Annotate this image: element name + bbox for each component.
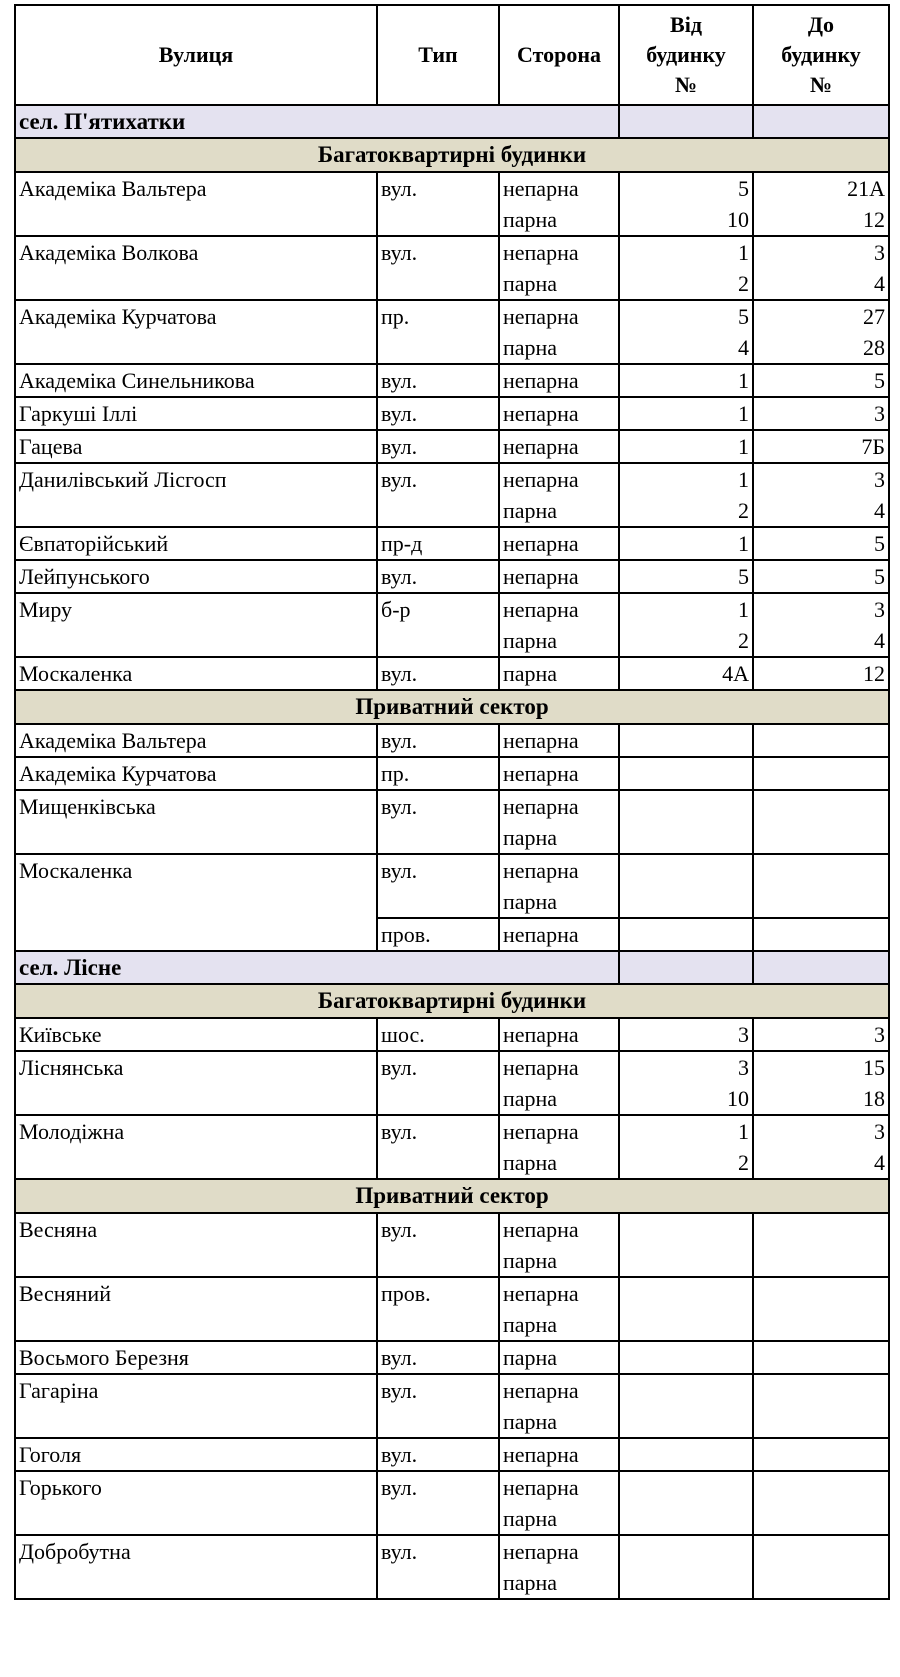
street-name: Молодіжна <box>15 1115 377 1179</box>
street-name: Академіка Вальтера <box>15 724 377 757</box>
table-row <box>15 724 889 757</box>
table-row <box>15 757 889 790</box>
table-body <box>15 105 889 1599</box>
header-side: Сторона <box>499 5 619 105</box>
to-house-number <box>753 1213 889 1245</box>
street-name: Москаленка <box>15 854 377 951</box>
from-house-number <box>619 1213 753 1245</box>
table-row <box>15 560 889 593</box>
table-row <box>15 1213 889 1245</box>
street-name: Академіка Вальтера <box>15 172 377 236</box>
to-house-number: 21А <box>753 172 889 204</box>
from-house-number: 3 <box>619 1051 753 1083</box>
table-row <box>15 1277 889 1309</box>
header-street: Вулиця <box>15 5 377 105</box>
table-row <box>15 593 889 625</box>
table-row <box>15 463 889 495</box>
street-type: вул. <box>377 854 499 918</box>
street-side: непарна <box>499 724 619 757</box>
street-side: непарна <box>499 364 619 397</box>
to-house-number: 12 <box>753 657 889 690</box>
from-house-number <box>619 724 753 757</box>
header-to-line1: До <box>807 12 835 37</box>
to-house-number <box>753 757 889 790</box>
to-house-number: 15 <box>753 1051 889 1083</box>
street-type: пров. <box>377 918 499 951</box>
table-row <box>15 1018 889 1051</box>
table-row <box>15 1535 889 1567</box>
from-house-number <box>619 1471 753 1503</box>
from-house-number: 2 <box>619 1147 753 1179</box>
street-name: Київське <box>15 1018 377 1051</box>
street-side: непарна <box>499 1438 619 1471</box>
table-row <box>15 1438 889 1471</box>
header-row <box>15 5 889 105</box>
street-name: Лейпунського <box>15 560 377 593</box>
header-to-house <box>753 5 889 105</box>
table-row <box>15 790 889 822</box>
street-name: Ліснянська <box>15 1051 377 1115</box>
street-type: шос. <box>377 1018 499 1051</box>
street-side: непарна <box>499 300 619 332</box>
to-house-number: 12 <box>753 204 889 236</box>
street-side: непарна <box>499 1535 619 1567</box>
street-type: вул. <box>377 657 499 690</box>
street-type: вул. <box>377 236 499 300</box>
street-type: вул. <box>377 1051 499 1115</box>
street-side: непарна <box>499 918 619 951</box>
from-house-number <box>619 1567 753 1599</box>
to-house-number <box>753 1406 889 1438</box>
street-side: непарна <box>499 560 619 593</box>
to-house-number: 5 <box>753 364 889 397</box>
street-name: Мищенківська <box>15 790 377 854</box>
to-house-number <box>753 1567 889 1599</box>
settlement-row <box>15 105 889 138</box>
street-type: вул. <box>377 1438 499 1471</box>
table-row <box>15 1115 889 1147</box>
street-type: вул. <box>377 1471 499 1535</box>
street-type: вул. <box>377 560 499 593</box>
street-side: непарна <box>499 527 619 560</box>
to-house-number: 18 <box>753 1083 889 1115</box>
street-name: Добробутна <box>15 1535 377 1599</box>
street-type: вул. <box>377 430 499 463</box>
table-row <box>15 1341 889 1374</box>
street-side: непарна <box>499 1277 619 1309</box>
street-side: парна <box>499 1309 619 1341</box>
from-house-number <box>619 1341 753 1374</box>
street-type: вул. <box>377 1213 499 1277</box>
to-house-number <box>753 854 889 886</box>
table-row <box>15 1051 889 1083</box>
from-house-number: 1 <box>619 1115 753 1147</box>
table-row <box>15 364 889 397</box>
from-house-number: 2 <box>619 625 753 657</box>
from-house-number: 2 <box>619 495 753 527</box>
to-house-number: 3 <box>753 236 889 268</box>
from-house-number <box>619 1374 753 1406</box>
to-house-number <box>753 1535 889 1567</box>
street-name: Миру <box>15 593 377 657</box>
from-house-number <box>619 1406 753 1438</box>
street-side: парна <box>499 1406 619 1438</box>
to-house-number: 7Б <box>753 430 889 463</box>
street-side: парна <box>499 1503 619 1535</box>
from-house-number <box>619 822 753 854</box>
street-side: парна <box>499 495 619 527</box>
from-house-number <box>619 886 753 918</box>
street-type: вул. <box>377 1341 499 1374</box>
from-house-number: 5 <box>619 172 753 204</box>
to-house-number <box>753 1341 889 1374</box>
settlement-from-cell <box>619 105 753 138</box>
to-house-number <box>753 1503 889 1535</box>
street-side: непарна <box>499 1018 619 1051</box>
street-name: Академіка Синельникова <box>15 364 377 397</box>
street-side: парна <box>499 268 619 300</box>
street-type: вул. <box>377 724 499 757</box>
street-side: парна <box>499 204 619 236</box>
from-house-number: 1 <box>619 397 753 430</box>
to-house-number <box>753 1471 889 1503</box>
from-house-number: 5 <box>619 300 753 332</box>
section-title: Приватний сектор <box>15 690 889 724</box>
street-side: непарна <box>499 236 619 268</box>
to-house-number: 4 <box>753 495 889 527</box>
settlement-from-cell <box>619 951 753 984</box>
street-side: парна <box>499 625 619 657</box>
table-row <box>15 236 889 268</box>
header-to-line2: будинку <box>781 42 861 67</box>
to-house-number <box>753 1438 889 1471</box>
section-header-row <box>15 1179 889 1213</box>
to-house-number: 4 <box>753 625 889 657</box>
from-house-number: 1 <box>619 593 753 625</box>
from-house-number <box>619 790 753 822</box>
street-type: вул. <box>377 1535 499 1599</box>
from-house-number: 1 <box>619 527 753 560</box>
street-side: непарна <box>499 397 619 430</box>
from-house-number: 1 <box>619 236 753 268</box>
table-row <box>15 854 889 886</box>
street-side: парна <box>499 1245 619 1277</box>
settlement-to-cell <box>753 105 889 138</box>
section-title: Багатоквартирні будинки <box>15 138 889 172</box>
street-type: вул. <box>377 1115 499 1179</box>
section-header-row <box>15 690 889 724</box>
street-name: Весняний <box>15 1277 377 1341</box>
to-house-number <box>753 886 889 918</box>
street-type: вул. <box>377 463 499 527</box>
from-house-number: 1 <box>619 364 753 397</box>
to-house-number <box>753 822 889 854</box>
from-house-number: 10 <box>619 204 753 236</box>
from-house-number <box>619 918 753 951</box>
street-side: непарна <box>499 1471 619 1503</box>
from-house-number: 10 <box>619 1083 753 1115</box>
street-side: непарна <box>499 854 619 886</box>
street-name: Гацева <box>15 430 377 463</box>
table-row <box>15 527 889 560</box>
from-house-number: 1 <box>619 463 753 495</box>
section-title: Приватний сектор <box>15 1179 889 1213</box>
street-name: Гаркуші Іллі <box>15 397 377 430</box>
street-side: непарна <box>499 1051 619 1083</box>
to-house-number <box>753 790 889 822</box>
street-side: парна <box>499 657 619 690</box>
street-side: парна <box>499 332 619 364</box>
header-from-house <box>619 5 753 105</box>
street-type: пр. <box>377 300 499 364</box>
table-row <box>15 1471 889 1503</box>
header-from-line2: будинку <box>646 42 726 67</box>
street-type: пр-д <box>377 527 499 560</box>
street-address-table <box>14 4 890 1600</box>
street-side: непарна <box>499 172 619 204</box>
street-type: пр. <box>377 757 499 790</box>
to-house-number: 4 <box>753 268 889 300</box>
to-house-number: 28 <box>753 332 889 364</box>
street-side: парна <box>499 1341 619 1374</box>
from-house-number <box>619 1309 753 1341</box>
to-house-number <box>753 724 889 757</box>
from-house-number: 2 <box>619 268 753 300</box>
to-house-number: 3 <box>753 1115 889 1147</box>
from-house-number <box>619 1438 753 1471</box>
to-house-number <box>753 1309 889 1341</box>
street-side: непарна <box>499 790 619 822</box>
to-house-number: 5 <box>753 527 889 560</box>
to-house-number: 3 <box>753 1018 889 1051</box>
to-house-number <box>753 918 889 951</box>
street-side: непарна <box>499 463 619 495</box>
to-house-number <box>753 1277 889 1309</box>
street-name: Весняна <box>15 1213 377 1277</box>
street-name: Гоголя <box>15 1438 377 1471</box>
header-from-line1: Від <box>670 12 702 37</box>
street-side: парна <box>499 886 619 918</box>
street-type: вул. <box>377 1374 499 1438</box>
street-name: Академіка Курчатова <box>15 757 377 790</box>
header-to-line3: № <box>809 72 833 97</box>
street-type: вул. <box>377 790 499 854</box>
to-house-number: 4 <box>753 1147 889 1179</box>
street-name: Гагаріна <box>15 1374 377 1438</box>
from-house-number <box>619 1503 753 1535</box>
table-row <box>15 172 889 204</box>
to-house-number <box>753 1245 889 1277</box>
street-type: вул. <box>377 397 499 430</box>
from-house-number: 3 <box>619 1018 753 1051</box>
table-row <box>15 657 889 690</box>
street-type: вул. <box>377 364 499 397</box>
street-type: б-р <box>377 593 499 657</box>
to-house-number: 3 <box>753 463 889 495</box>
street-side: парна <box>499 1147 619 1179</box>
street-side: непарна <box>499 1115 619 1147</box>
street-address-table-sheet <box>14 4 888 1600</box>
from-house-number <box>619 1535 753 1567</box>
settlement-to-cell <box>753 951 889 984</box>
street-name: Москаленка <box>15 657 377 690</box>
section-header-row <box>15 984 889 1018</box>
to-house-number: 3 <box>753 593 889 625</box>
street-name: Євпаторійський <box>15 527 377 560</box>
street-side: непарна <box>499 430 619 463</box>
settlement-name: сел. Лісне <box>15 951 619 984</box>
settlement-row <box>15 951 889 984</box>
from-house-number <box>619 854 753 886</box>
street-type: вул. <box>377 172 499 236</box>
settlement-name: сел. П'ятихатки <box>15 105 619 138</box>
street-type: пров. <box>377 1277 499 1341</box>
table-row <box>15 397 889 430</box>
street-name: Академіка Волкова <box>15 236 377 300</box>
street-name: Академіка Курчатова <box>15 300 377 364</box>
from-house-number <box>619 1277 753 1309</box>
street-side: парна <box>499 822 619 854</box>
from-house-number <box>619 757 753 790</box>
from-house-number: 1 <box>619 430 753 463</box>
from-house-number <box>619 1245 753 1277</box>
from-house-number: 4А <box>619 657 753 690</box>
street-name: Горького <box>15 1471 377 1535</box>
street-side: непарна <box>499 1374 619 1406</box>
street-side: непарна <box>499 757 619 790</box>
header-from-line3: № <box>674 72 698 97</box>
to-house-number: 5 <box>753 560 889 593</box>
street-side: парна <box>499 1567 619 1599</box>
to-house-number: 27 <box>753 300 889 332</box>
table-row <box>15 300 889 332</box>
table-row <box>15 1374 889 1406</box>
table-row <box>15 430 889 463</box>
from-house-number: 5 <box>619 560 753 593</box>
section-header-row <box>15 138 889 172</box>
street-side: непарна <box>499 1213 619 1245</box>
section-title: Багатоквартирні будинки <box>15 984 889 1018</box>
street-side: парна <box>499 1083 619 1115</box>
from-house-number: 4 <box>619 332 753 364</box>
street-name: Данилівський Лісгосп <box>15 463 377 527</box>
street-side: непарна <box>499 593 619 625</box>
street-name: Восьмого Березня <box>15 1341 377 1374</box>
to-house-number <box>753 1374 889 1406</box>
to-house-number: 3 <box>753 397 889 430</box>
header-type: Тип <box>377 5 499 105</box>
